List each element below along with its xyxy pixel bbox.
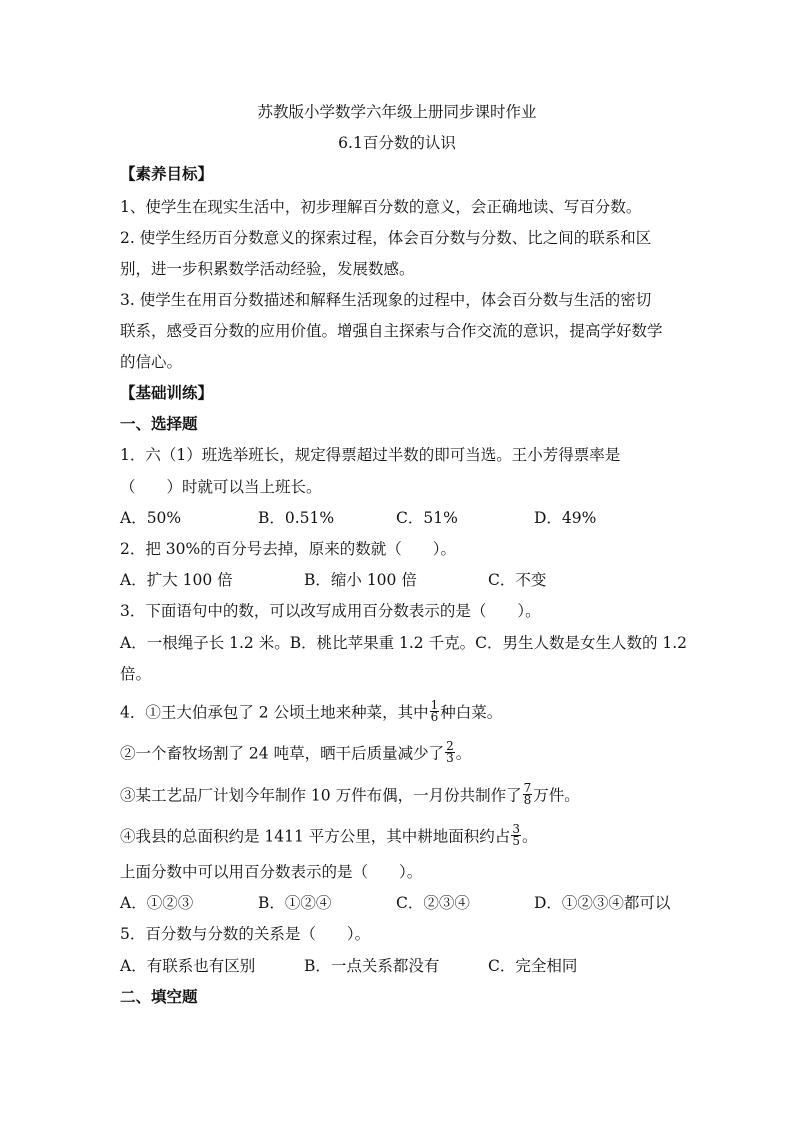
item-text: 万件。 — [533, 786, 580, 805]
item-text: ③某工艺品厂计划今年制作 10 万件布偶，一月份共制作了 — [120, 786, 522, 805]
question-4-item-4 — [120, 822, 692, 849]
option-c: C．51% — [396, 509, 458, 527]
option-c: C．②③④ — [396, 894, 470, 912]
training-heading: 【基础训练】 — [120, 383, 214, 402]
fraction — [430, 700, 440, 723]
question-4-item-1 — [120, 698, 692, 725]
goal-1: 1、使学生在现实生活中，初步理解百分数的意义，会正确地读、写百分数。 — [120, 198, 642, 216]
numerator: 3 — [512, 822, 520, 836]
question-4-item-2 — [120, 739, 692, 766]
section-fill-heading: 二、填空题 — [120, 987, 198, 1006]
question-3-options-line-1: A．一根绳子长 1.2 米。B．桃比苹果重 1.2 千克。C．男生人数是女生人数的 1.2 — [120, 634, 688, 652]
lesson-subtitle: 6.1百分数的认识 — [338, 134, 456, 152]
question-1-line-1: 1．六（1）班选举班长，规定得票超过半数的即可当选。王小芳得票率是 — [120, 446, 621, 464]
denominator: 6 — [430, 710, 439, 724]
question-4-item-3 — [120, 781, 692, 808]
item-text: 。 — [521, 827, 538, 846]
option-a: A．扩大 100 倍 — [120, 571, 233, 589]
option-d: D．①②③④都可以 — [534, 894, 671, 912]
goal-2-line-2: 别，进一步积累数学活动经验，发展数感。 — [120, 260, 415, 278]
item-text: ②一个畜牧场割了 24 吨草，晒干后质量减少了 — [120, 744, 445, 763]
section-choice-heading: 一、选择题 — [120, 414, 198, 433]
denominator: 8 — [523, 793, 532, 807]
item-text: 4．①王大伯承包了 2 公顷土地来种菜，其中 — [120, 703, 429, 722]
numerator: 1 — [430, 698, 439, 712]
goal-3-line-1: 3. 使学生在用百分数描述和解释生活现象的过程中，体会百分数与生活的密切 — [120, 291, 652, 309]
option-c: C．完全相同 — [488, 957, 578, 975]
fraction — [511, 824, 521, 847]
question-2: 2．把 30%的百分号去掉，原来的数就（ ）。 — [120, 540, 456, 558]
item-text: 种白菜。 — [440, 703, 503, 722]
fraction — [523, 783, 533, 806]
option-b: B．缩小 100 倍 — [304, 571, 417, 589]
option-b: B．0.51% — [258, 509, 335, 527]
goal-2-line-1: 2. 使学生经历百分数意义的探索过程，体会百分数与分数、比之间的联系和区 — [120, 229, 652, 247]
item-text: 。 — [455, 744, 472, 763]
question-1-line-2: （ ）时就可以当上班长。 — [120, 478, 322, 496]
goal-3-line-3: 的信心。 — [120, 353, 183, 371]
item-text: ④我县的总面积约是 1411 平方公里，其中耕地面积约占 — [120, 827, 511, 846]
fraction — [445, 741, 455, 764]
question-3: 3．下面语句中的数，可以改写成用百分数表示的是（ ）。 — [120, 602, 541, 620]
option-a: A．有联系也有区别 — [120, 957, 256, 975]
option-b: B．①②④ — [258, 894, 332, 912]
denominator: 5 — [512, 834, 520, 848]
option-c: C．不变 — [488, 571, 547, 589]
option-d: D．49% — [534, 509, 597, 527]
denominator: 3 — [446, 751, 454, 765]
goal-3-line-2: 联系，感受百分数的应用价值。增强自主探索与合作交流的意识，提高学好数学 — [120, 322, 663, 340]
option-a: A．50% — [120, 509, 182, 527]
goals-heading: 【素养目标】 — [120, 164, 214, 183]
option-a: A．①②③ — [120, 894, 194, 912]
document-title: 苏教版小学数学六年级上册同步课时作业 — [257, 103, 537, 121]
numerator: 2 — [446, 739, 454, 753]
question-3-options-line-2: 倍。 — [120, 665, 152, 683]
question-4-prompt: 上面分数中可以用百分数表示的是（ ）。 — [120, 863, 423, 881]
question-5: 5．百分数与分数的关系是（ ）。 — [120, 925, 371, 943]
option-b: B．一点关系都没有 — [304, 957, 440, 975]
numerator: 7 — [523, 781, 532, 795]
